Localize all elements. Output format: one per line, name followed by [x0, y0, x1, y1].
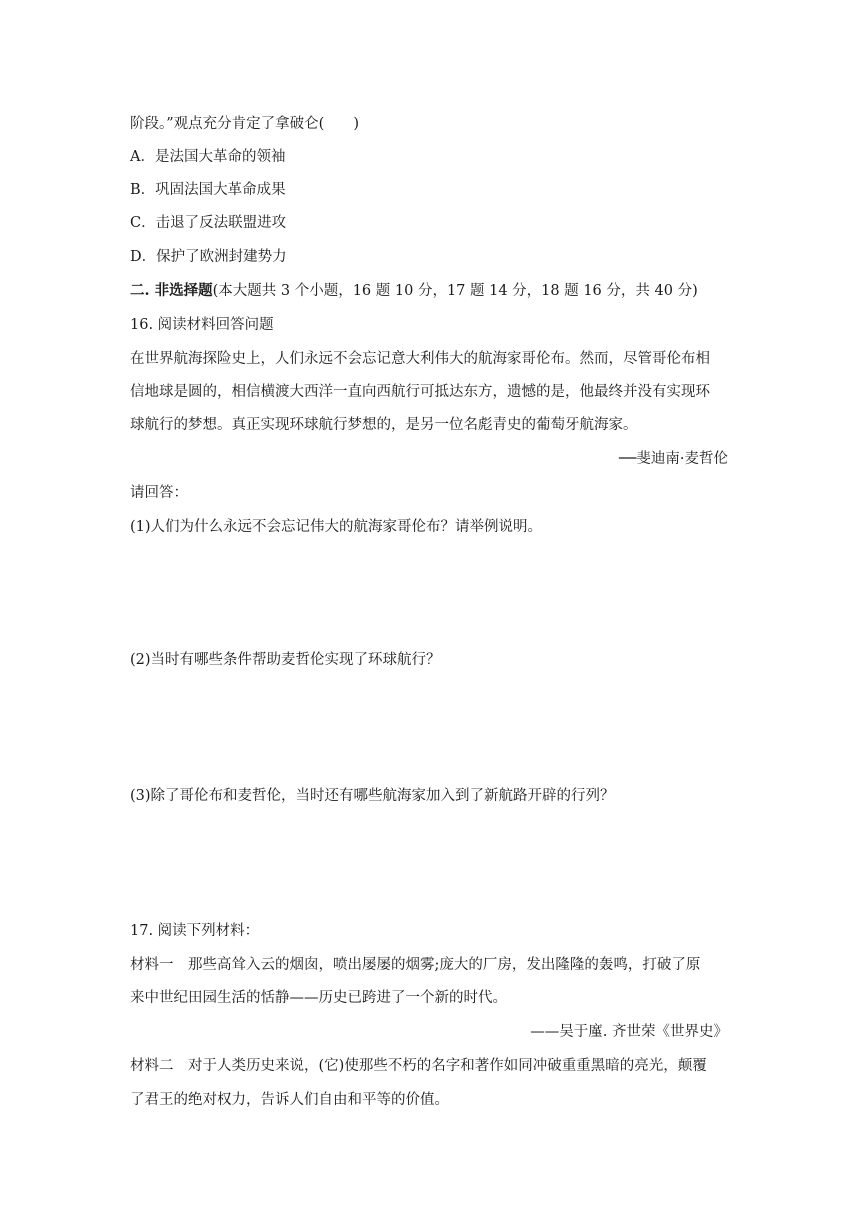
- question-stem-tail: 阶段。”观点充分肯定了拿破仑( ): [130, 116, 359, 132]
- material-2-line-2: 了君王的绝对权力，告诉人们自由和平等的价值。: [130, 1092, 449, 1108]
- question-16-title: 16. 阅读材料回答问题: [130, 317, 274, 333]
- passage-line-3: 球航行的梦想。真正实现环球航行梦想的，是另一位名彪青史的葡萄牙航海家。: [130, 417, 638, 433]
- question-16-1: (1)人们为什么永远不会忘记伟大的航海家哥伦布？请举例说明。: [130, 519, 543, 535]
- material-1-line-2: 来中世纪田园生活的恬静——历史已跨进了一个新的时代。: [130, 990, 507, 1006]
- option-c: C．击退了反法联盟进攻: [130, 215, 287, 231]
- section-heading: [130, 281, 698, 301]
- material-2-line-1: 材料二 对于人类历史来说，(它)使那些不朽的名字和著作如同冲破重重黑暗的亮光，颠覆: [130, 1058, 707, 1074]
- option-d: D．保护了欧洲封建势力: [130, 249, 287, 265]
- option-a: A．是法国大革命的领袖: [130, 149, 286, 165]
- passage-attribution-1: ──斐迪南·麦哲伦: [618, 451, 728, 467]
- section-title: 二. 非选择题: [130, 282, 213, 299]
- question-16-2: (2)当时有哪些条件帮助麦哲伦实现了环球航行？: [130, 652, 441, 668]
- question-16-3: (3)除了哥伦布和麦哲伦，当时还有哪些航海家加入到了新航路开辟的行列？: [130, 788, 615, 804]
- question-17-title: 17. 阅读下列材料：: [130, 923, 260, 939]
- section-note: (本大题共 3 个小题，16 题 10 分，17 题 14 分，18 题 16 分，共 40 分): [212, 283, 698, 299]
- passage-line-1: 在世界航海探险史上，人们永远不会忘记意大利伟大的航海家哥伦布。然而，尽管哥伦布相: [130, 351, 710, 367]
- passage-line-2: 信地球是圆的，相信横渡大西洋一直向西航行可抵达东方，遗憾的是，他最终并没有实现环: [130, 384, 710, 400]
- option-b: B．巩固法国大革命成果: [130, 182, 286, 198]
- answer-prompt: 请回答：: [130, 485, 188, 501]
- passage-attribution-2: ——吴于廑. 齐世荣《世界史》: [530, 1024, 728, 1040]
- material-1-line-1: 材料一 那些高耸入云的烟囱，喷出屡屡的烟雾;庞大的厂房，发出隆隆的轰鸣，打破了原: [130, 957, 701, 973]
